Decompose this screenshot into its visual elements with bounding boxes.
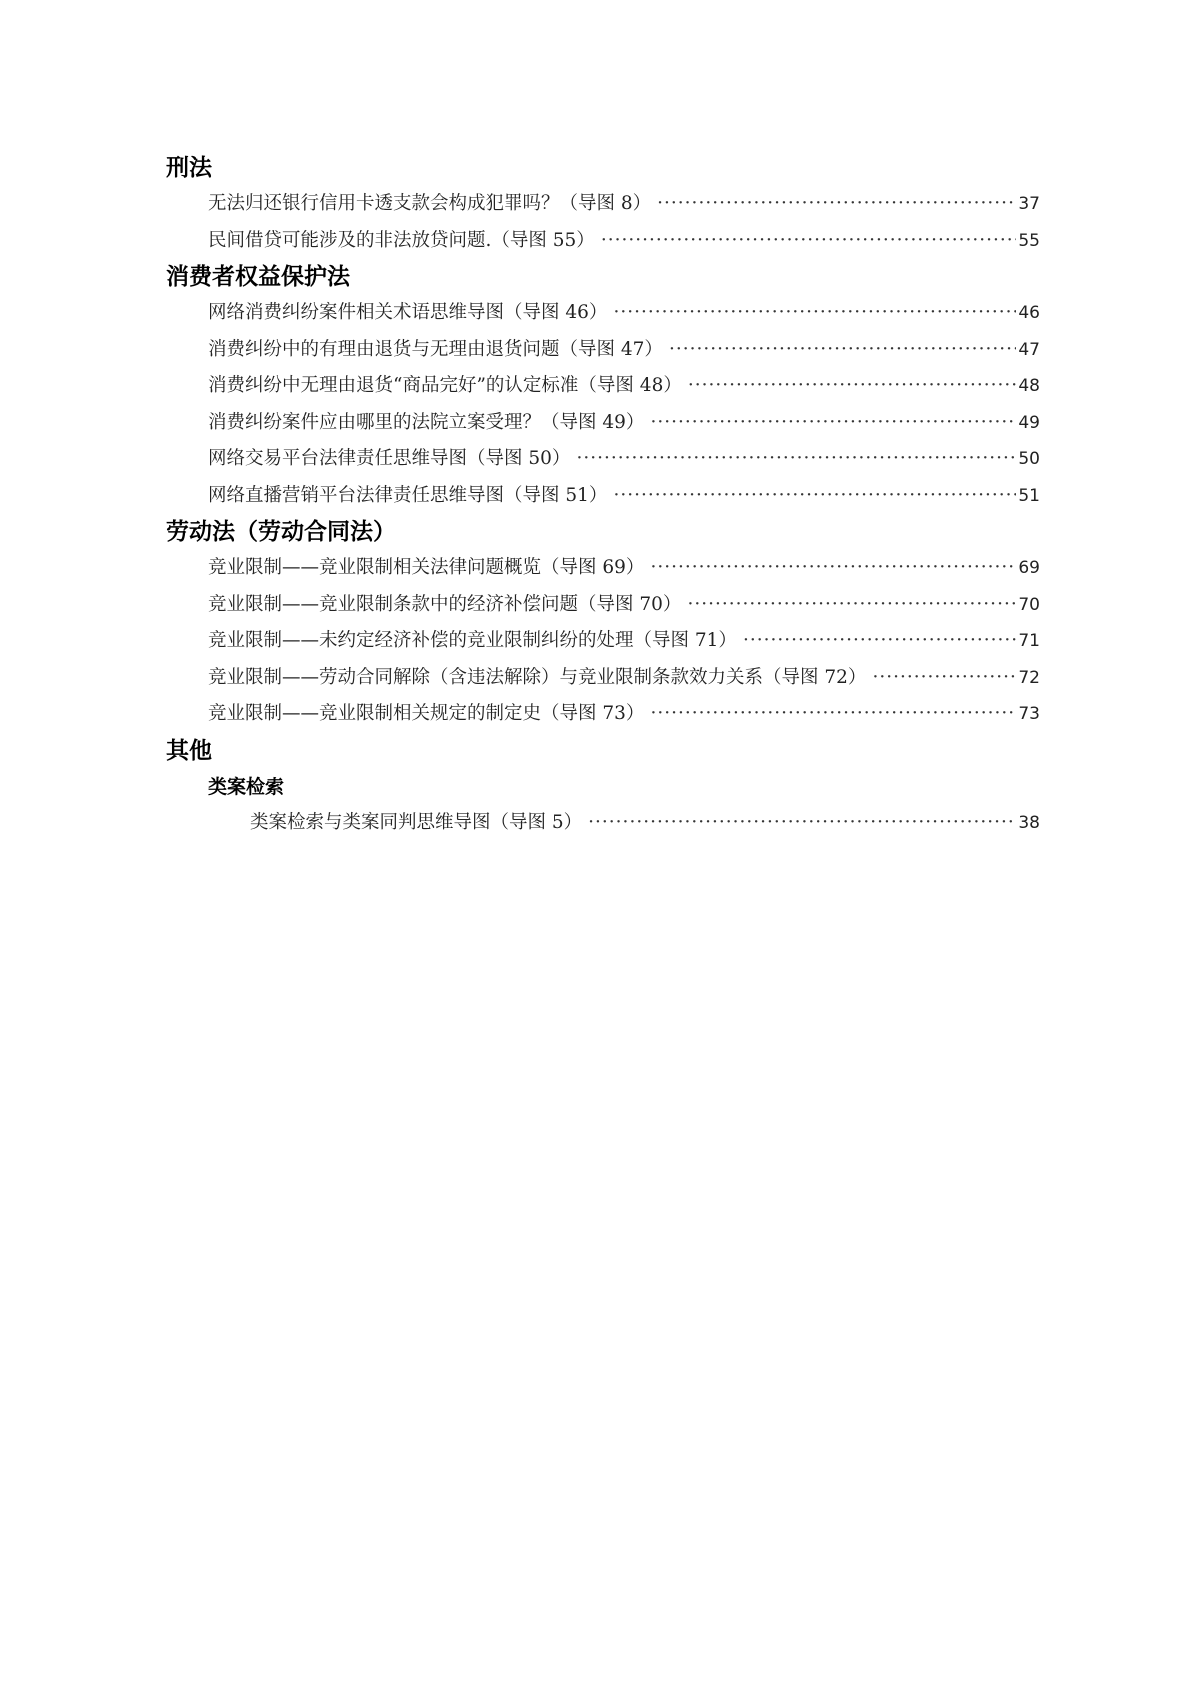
toc-entry-title: 民间借贷可能涉及的非法放贷问题.（导图 55） xyxy=(208,229,595,251)
toc-entry-page: 48 xyxy=(1018,376,1040,396)
toc-entry[interactable] xyxy=(208,368,1040,405)
dot-leader xyxy=(650,550,1016,587)
toc-entry[interactable] xyxy=(208,332,1040,369)
toc-entry-page: 49 xyxy=(1018,412,1040,433)
toc-entry-title: 竞业限制——未约定经济补偿的竞业限制纠纷的处理（导图 71） xyxy=(208,630,737,651)
toc-entry-title: 网络消费纠纷案件相关术语思维导图（导图 46） xyxy=(208,302,608,323)
toc-entry[interactable] xyxy=(208,223,1040,260)
section-title-labor-law: 劳动法（劳动合同法） xyxy=(166,519,396,545)
toc-entry-page: 73 xyxy=(1018,704,1040,724)
toc-entry[interactable] xyxy=(208,441,1040,478)
toc-entry[interactable] xyxy=(250,805,1040,842)
dot-leader xyxy=(669,332,1016,369)
dot-leader xyxy=(743,623,1016,660)
toc-entry-page: 69 xyxy=(1018,558,1040,578)
toc-entry-page: 71 xyxy=(1018,631,1040,651)
toc-entry-title: 竞业限制——竞业限制相关法律问题概览（导图 69） xyxy=(208,557,645,578)
toc-entry[interactable] xyxy=(208,587,1040,624)
subsection-title-case-search: 类案检索 xyxy=(208,775,285,798)
dot-leader xyxy=(650,696,1016,733)
toc-entry[interactable] xyxy=(208,186,1040,223)
toc-entry-page: 70 xyxy=(1018,594,1040,615)
dot-leader xyxy=(576,441,1016,478)
toc-entry[interactable] xyxy=(208,550,1040,587)
toc-entry[interactable] xyxy=(208,405,1040,442)
toc-entry[interactable] xyxy=(208,696,1040,733)
toc-entry-page: 37 xyxy=(1018,194,1040,214)
toc-entry-page: 38 xyxy=(1018,812,1040,833)
dot-leader xyxy=(687,587,1016,624)
toc-entry-page: 47 xyxy=(1018,339,1040,360)
dot-leader xyxy=(613,478,1016,515)
toc-entry-title: 消费纠纷中无理由退货“商品完好”的认定标准（导图 48） xyxy=(208,375,682,396)
section-title-consumer-protection: 消费者权益保护法 xyxy=(166,264,350,290)
toc-entry-title: 网络直播营销平台法律责任思维导图（导图 51） xyxy=(208,484,608,506)
dot-leader xyxy=(613,295,1016,332)
toc-entry-title: 无法归还银行信用卡透支款会构成犯罪吗？（导图 8） xyxy=(208,193,652,214)
toc-entry-title: 竞业限制——竞业限制相关规定的制定史（导图 73） xyxy=(208,703,645,724)
toc-entry-title: 竞业限制——劳动合同解除（含违法解除）与竞业限制条款效力关系（导图 72） xyxy=(208,666,867,688)
toc-entry-title: 类案检索与类案同判思维导图（导图 5） xyxy=(250,811,583,833)
toc-entry[interactable] xyxy=(208,623,1040,660)
section-title-other: 其他 xyxy=(166,737,212,764)
toc-entry-title: 网络交易平台法律责任思维导图（导图 50） xyxy=(208,448,571,469)
toc-entry-title: 竞业限制——竞业限制条款中的经济补偿问题（导图 70） xyxy=(208,593,682,615)
table-of-contents xyxy=(0,150,1200,841)
dot-leader xyxy=(657,186,1016,223)
toc-entry-page: 46 xyxy=(1018,303,1040,323)
dot-leader xyxy=(650,405,1016,442)
toc-entry-page: 50 xyxy=(1018,449,1040,469)
toc-entry[interactable] xyxy=(208,660,1040,697)
dot-leader xyxy=(588,805,1016,842)
section-title-criminal-law: 刑法 xyxy=(166,155,212,181)
toc-entry-page: 72 xyxy=(1018,667,1040,688)
toc-entry-page: 51 xyxy=(1018,485,1040,506)
dot-leader xyxy=(688,368,1017,405)
toc-entry[interactable] xyxy=(208,478,1040,515)
toc-entry-title: 消费纠纷案件应由哪里的法院立案受理？（导图 49） xyxy=(208,411,645,433)
dot-leader xyxy=(601,223,1017,260)
dot-leader xyxy=(872,660,1016,697)
toc-entry-page: 55 xyxy=(1018,230,1040,251)
toc-entry-title: 消费纠纷中的有理由退货与无理由退货问题（导图 47） xyxy=(208,338,663,360)
toc-entry[interactable] xyxy=(208,295,1040,332)
